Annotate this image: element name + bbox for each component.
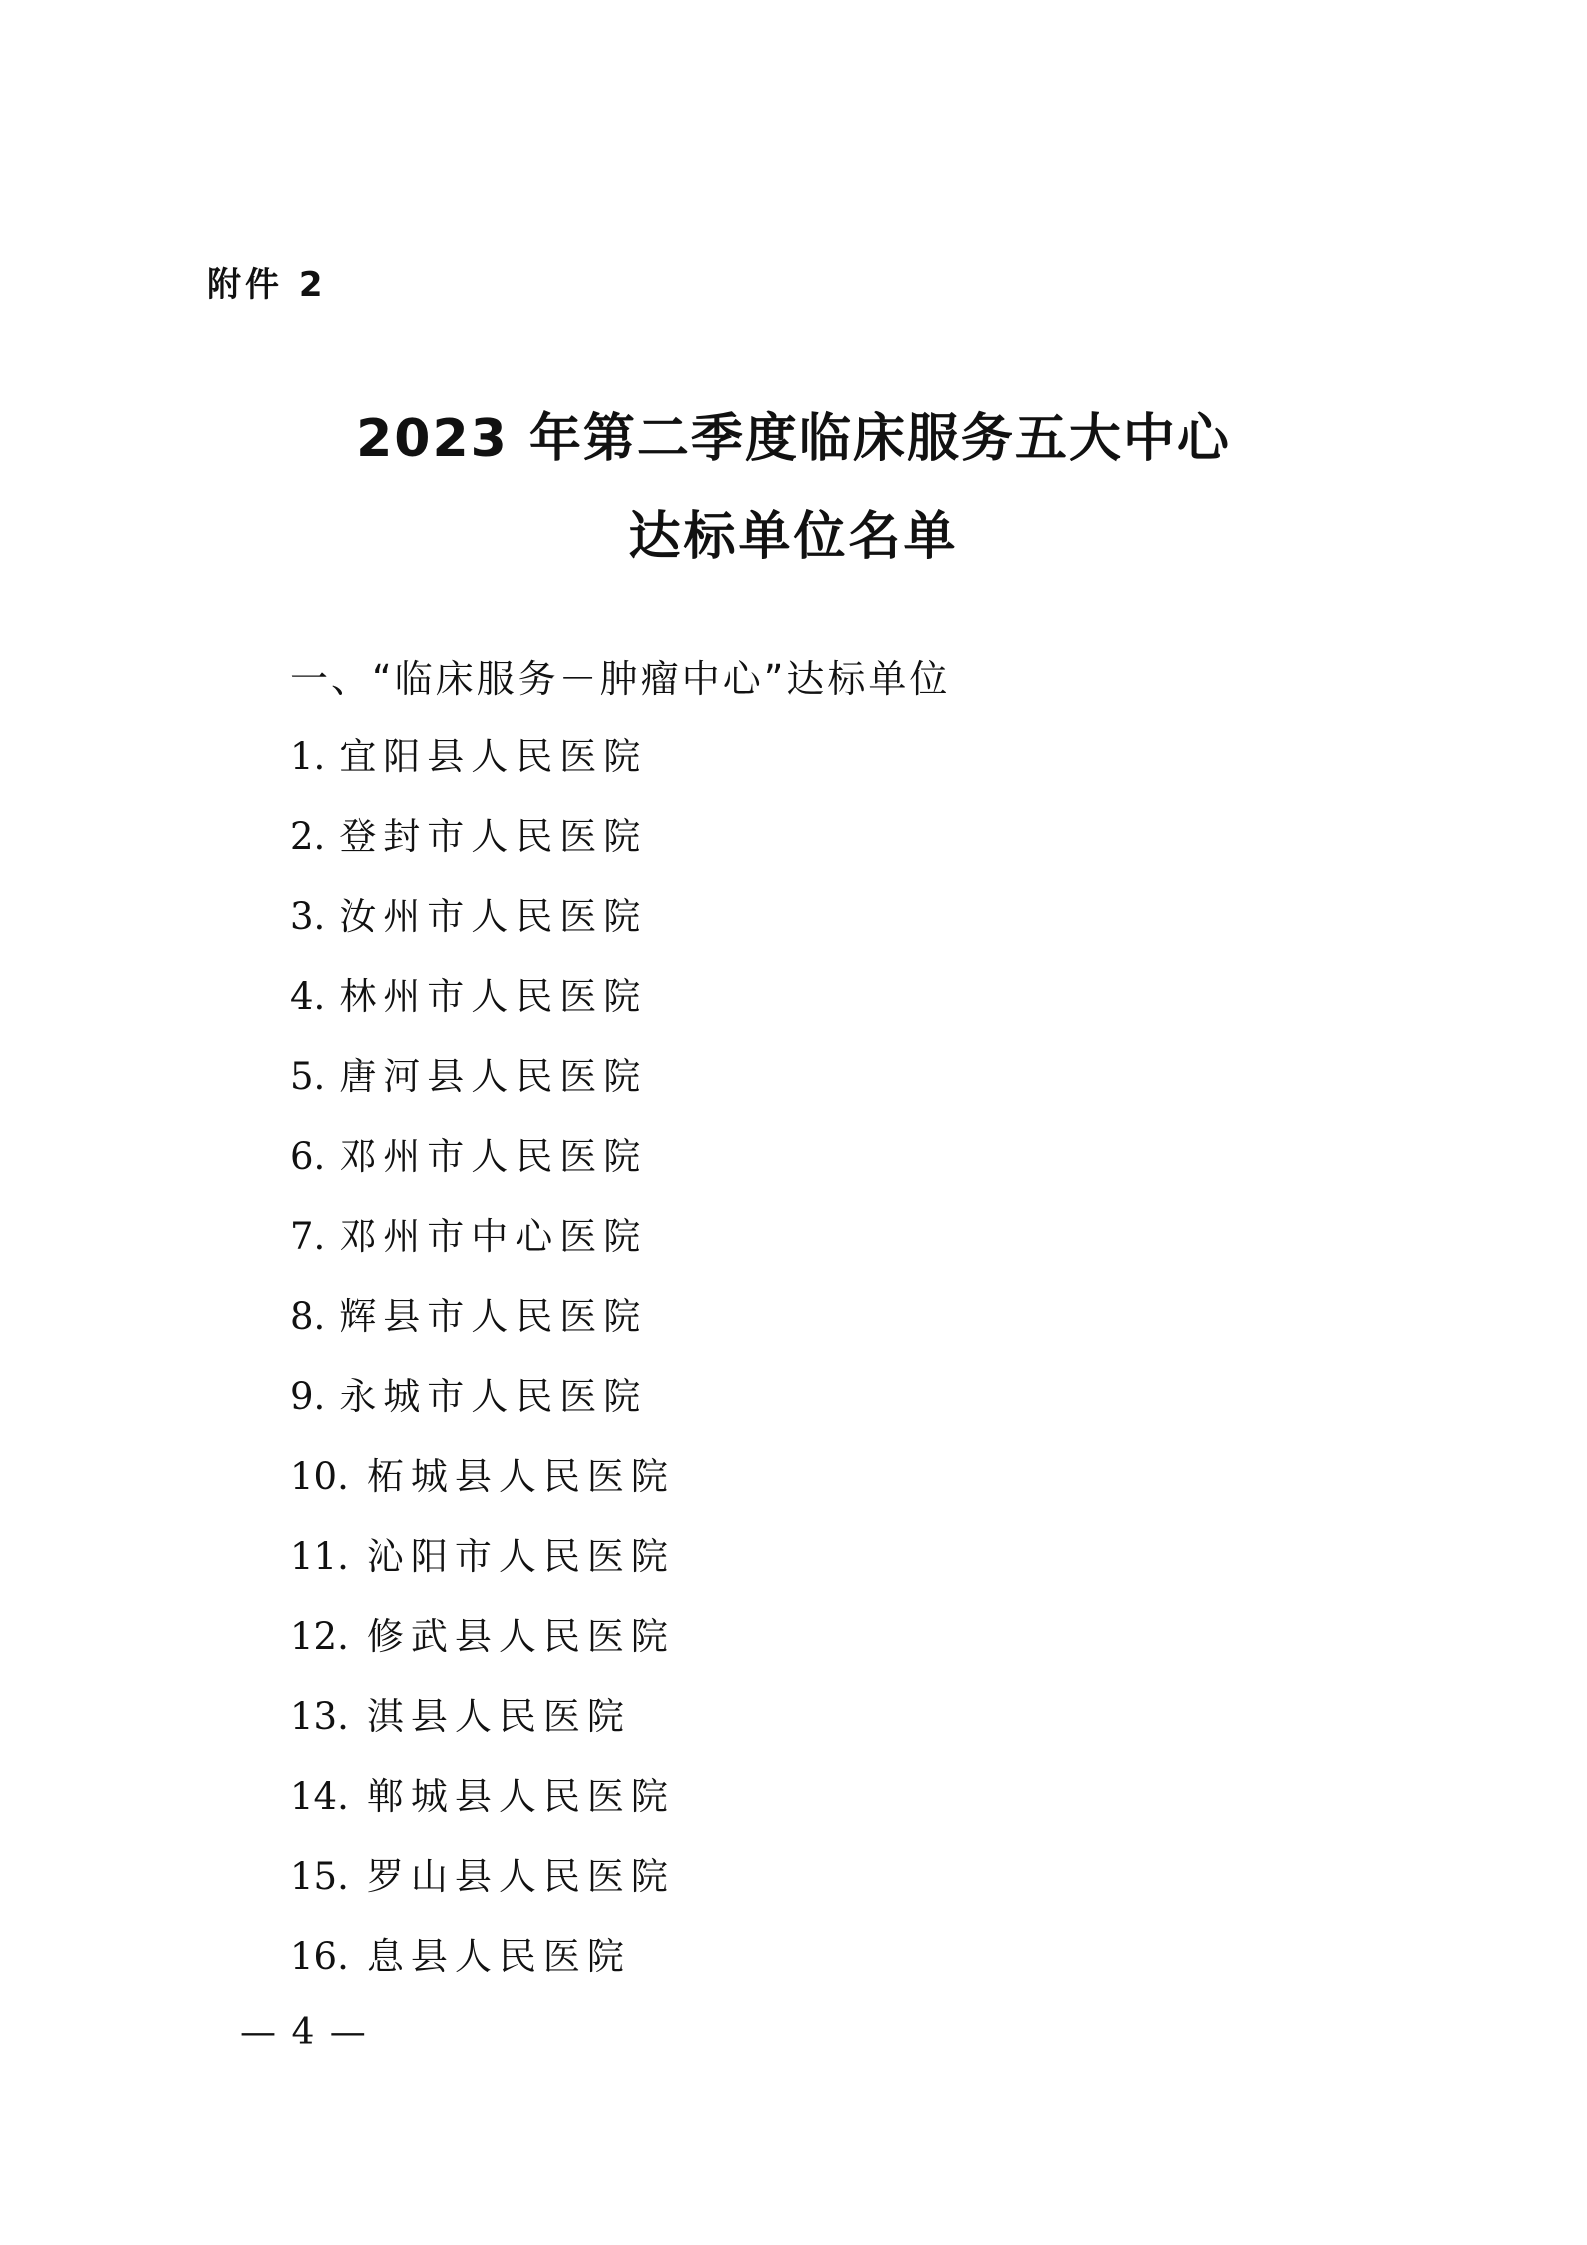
list-item-number: 8. [290, 1295, 326, 1338]
list-item-name: 汝州市人民医院 [339, 895, 648, 938]
list-item-number: 7. [290, 1215, 326, 1258]
list-item-number: 6. [290, 1135, 326, 1178]
list-item [290, 1610, 675, 1690]
list-item-number: 15. [290, 1855, 349, 1898]
list-item [290, 1530, 675, 1610]
hospital-list [290, 730, 675, 2010]
list-item-name: 罗山县人民医院 [366, 1855, 675, 1898]
list-item-name: 息县人民医院 [366, 1935, 631, 1978]
list-item-number: 14. [290, 1775, 349, 1818]
list-item [290, 730, 675, 810]
page-number: — 4 — [240, 2012, 368, 2053]
list-item-name: 林州市人民医院 [339, 975, 648, 1018]
list-item-name: 修武县人民医院 [366, 1615, 675, 1658]
list-item [290, 1210, 675, 1290]
list-item [290, 1930, 675, 2010]
list-item [290, 970, 675, 1050]
list-item-name: 郸城县人民医院 [366, 1775, 675, 1818]
list-item-number: 3. [290, 895, 326, 938]
document-title-line-1: 2023 年第二季度临床服务五大中心 [356, 409, 1231, 469]
list-item-name: 柘城县人民医院 [366, 1455, 675, 1498]
list-item [290, 1050, 675, 1130]
list-item-name: 沁阳市人民医院 [366, 1535, 675, 1578]
list-item-name: 邓州市人民医院 [339, 1135, 648, 1178]
list-item-name: 邓州市中心医院 [339, 1215, 648, 1258]
list-item-number: 11. [290, 1535, 349, 1578]
list-item-name: 唐河县人民医院 [339, 1055, 648, 1098]
section-heading: 一、“临床服务－肿瘤中心”达标单位 [290, 657, 951, 701]
list-item-name: 永城市人民医院 [339, 1375, 648, 1418]
list-item-number: 2. [290, 815, 326, 858]
list-item [290, 1290, 675, 1370]
list-item [290, 1770, 675, 1850]
list-item [290, 1450, 675, 1530]
list-item-number: 10. [290, 1455, 349, 1498]
list-item-number: 16. [290, 1935, 349, 1978]
list-item-name: 淇县人民医院 [366, 1695, 631, 1738]
list-item [290, 1130, 675, 1210]
list-item-number: 1. [290, 735, 326, 778]
list-item-number: 12. [290, 1615, 349, 1658]
list-item-number: 4. [290, 975, 326, 1018]
list-item-name: 辉县市人民医院 [339, 1295, 648, 1338]
list-item [290, 1690, 675, 1770]
list-item-number: 13. [290, 1695, 349, 1738]
list-item [290, 1370, 675, 1450]
list-item [290, 1850, 675, 1930]
document-title-line-2: 达标单位名单 [628, 507, 959, 567]
list-item-number: 5. [290, 1055, 326, 1098]
list-item [290, 810, 675, 890]
list-item-name: 登封市人民医院 [339, 815, 648, 858]
list-item-number: 9. [290, 1375, 326, 1418]
attachment-label: 附件 2 [207, 265, 327, 305]
list-item [290, 890, 675, 970]
list-item-name: 宜阳县人民医院 [339, 735, 648, 778]
